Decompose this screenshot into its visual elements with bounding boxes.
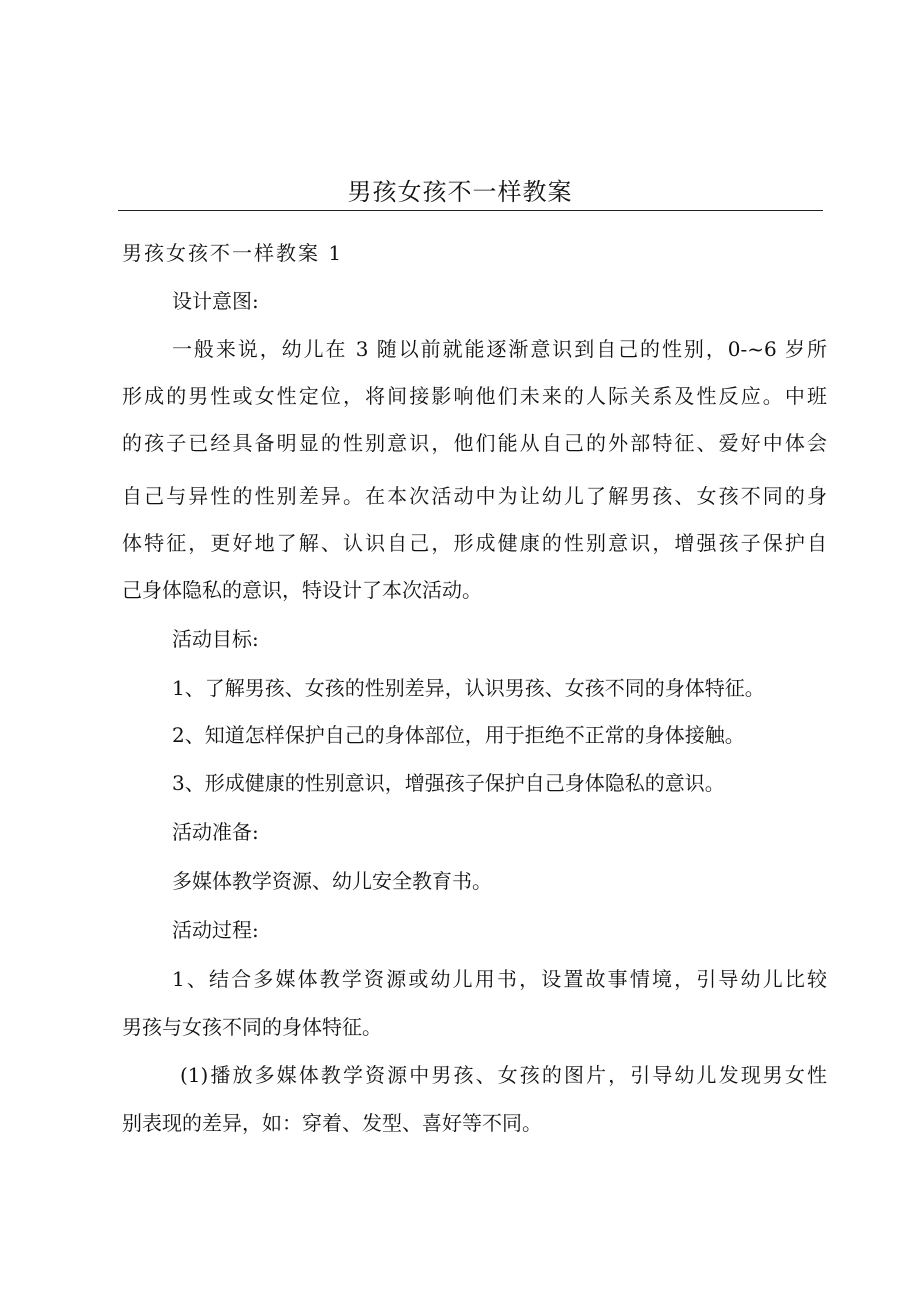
paragraph-line: 己身体隐私的意识，特设计了本次活动。 <box>122 578 482 602</box>
paragraph-line: 一般来说，幼儿在 3 随以前就能逐渐意识到自己的性别，0-~6 岁所 <box>172 337 827 361</box>
process-substep-line: 别表现的差异，如：穿着、发型、喜好等不同。 <box>122 1111 542 1135</box>
goal-item: 3、形成健康的性别意识，增强孩子保护自己身体隐私的意识。 <box>172 771 725 795</box>
process-step-line: 男孩与女孩不同的身体特征。 <box>122 1015 382 1039</box>
design-intent-label: 设计意图: <box>172 289 259 313</box>
goal-item: 2、知道怎样保护自己的身体部位，用于拒绝不正常的身体接触。 <box>172 723 745 747</box>
process-step-line: 1、结合多媒体教学资源或幼儿用书，设置故事情境，引导幼儿比较 <box>172 967 827 991</box>
goal-item: 1、了解男孩、女孩的性别差异，认识男孩、女孩不同的身体特征。 <box>172 676 765 700</box>
goals-label: 活动目标: <box>172 627 259 651</box>
title-divider <box>118 210 823 211</box>
paragraph-line: 体特征，更好地了解、认识自己，形成健康的性别意识，增强孩子保护自 <box>122 531 827 555</box>
process-substep-line: (1)播放多媒体教学资源中男孩、女孩的图片，引导幼儿发现男女性 <box>180 1063 827 1087</box>
paragraph-line: 的孩子已经具备明显的性别意识，他们能从自己的外部特征、爱好中体会 <box>122 431 827 455</box>
prep-text: 多媒体教学资源、幼儿安全教育书。 <box>172 869 492 893</box>
section-heading: 男孩女孩不一样教案 1 <box>122 241 344 265</box>
paragraph-line: 自己与异性的性别差异。在本次活动中为让幼儿了解男孩、女孩不同的身 <box>122 484 827 508</box>
prep-label: 活动准备: <box>172 820 259 844</box>
document-title: 男孩女孩不一样教案 <box>347 178 573 206</box>
process-label: 活动过程: <box>172 918 259 942</box>
paragraph-line: 形成的男性或女性定位，将间接影响他们未来的人际关系及性反应。中班 <box>122 384 827 408</box>
